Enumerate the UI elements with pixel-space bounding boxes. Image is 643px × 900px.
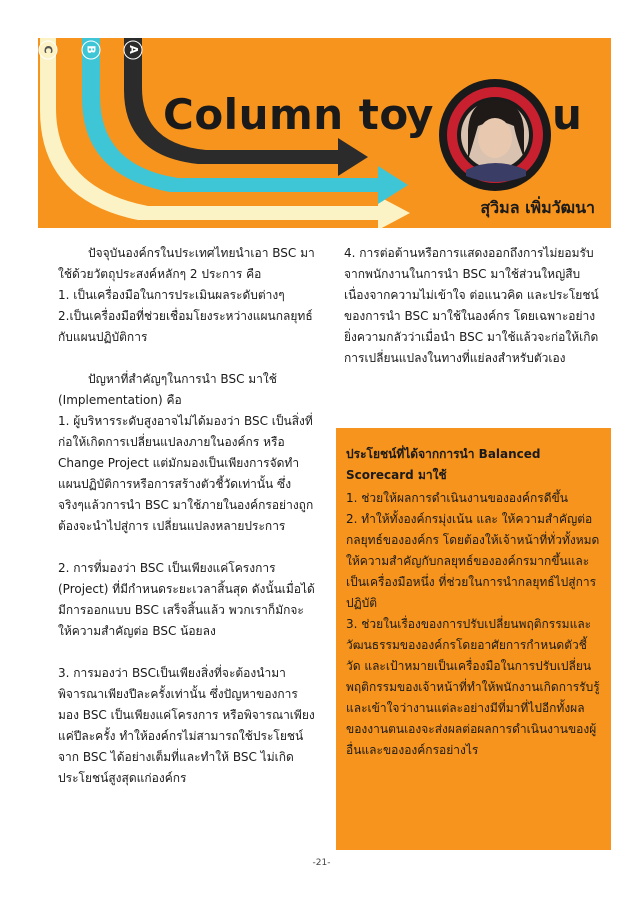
paragraph: 3. การมองว่า BSCเป็นเพียงสิ่งที่จะต้องนำมาพิจารณาเพียงปีละครั้งเท่านั้น ซึ่งปัญหาของการมอง BSC เป็นเพียงแค่โครงการ หรือพิจารณาเพียงแค่ปีละครั้ง ทำให้องค์กรไม่สามารถใช้ประโยชน์จาก BSC ได้อย่างเต็มที่และทำให้ BSC ไม่เกิดประโยชน์สูงสุดแก่องค์กร: [58, 666, 315, 785]
benefit-item: 3. ช่วยในเรื่องของการปรับเปลี่ยนพฤติกรรมและวัฒนธรรมขององค์กรโดยอาศัยการกำหนดตัวชี้วัด และเป้าหมายเป็นเครื่องมือในการปรับเปลี่ยน พฤติกรรมของเจ้าหน้าที่ทำให้พนักงานเกิดการรับรู้ และเข้าใจว่างานแต่ละอย่างมีที่มาที่ไปอีกทั้งผลของงานตนเองจะส่งผลต่อผลการดำเนินงานของผู้อื่นและขององค์กรอย่างไร: [346, 617, 600, 757]
page-number: -21-: [312, 858, 331, 868]
benefit-item: 1. ช่วยให้ผลการดำเนินงานขององค์กรดีขึ้น: [346, 491, 568, 505]
column-title: Column to: [163, 90, 409, 139]
benefit-item: 2. ทำให้ทั้งองค์กรมุ่งเน้น และ ให้ความสำคัญต่อกลยุทธ์ขององค์กร โดยต้องให้เจ้าหน้าที่ทั่วทั้งหมดให้ความสำคัญกับกลยุทธ์ขององค์กรมากขึ้นและเป็นเครื่องมือหนึ่ง ที่ช่วยในการนำกลยุทธ์ไปสู่การปฏิบัติ: [346, 512, 600, 610]
left-column: [58, 243, 316, 789]
header-banner: [38, 38, 611, 228]
right-column: [344, 243, 600, 369]
column-title-u: u: [552, 90, 582, 139]
paragraph: ปัจจุบันองค์กรในประเทศไทยนำเอา BSC มาใช้ด้วยวัตถุประสงค์หลักๆ 2 ประการ คือ: [58, 246, 315, 281]
benefits-title: ประโยชน์ที่ได้จากการนำ Balanced Scorecard มาใช้: [346, 447, 541, 482]
paragraph: 1. เป็นเครื่องมือในการประเมินผลระดับต่างๆ: [58, 288, 285, 302]
author-name: สุวิมล เพิ่มวัฒนา: [480, 198, 595, 217]
arrow-letter-b: B: [84, 45, 98, 54]
benefits-box: [336, 428, 611, 850]
column-title-y: y: [406, 90, 434, 139]
paragraph: ปัญหาที่สำคัญๆในการนำ BSC มาใช้ (Implementation) คือ: [58, 372, 277, 407]
paragraph: 2. การที่มองว่า BSC เป็นเพียงแค่โครงการ (Project) ที่มีกำหนดระยะเวลาสิ้นสุด ดังนั้นเมื่อได้มีการออกแบบ BSC เสร็จสิ้นแล้ว พวกเราก็มักจะให้ความสำคัญต่อ BSC น้อยลง: [58, 561, 315, 638]
author-portrait: [438, 78, 553, 193]
arrow-letter-c: C: [41, 45, 55, 54]
paragraph: 4. การต่อต้านหรือการแสดงออกถึงการไม่ยอมรับจากพนักงานในการนำ BSC มาใช้ส่วนใหญ่สืบเนื่องจากความไม่เข้าใจ ต่อแนวคิด และประโยชน์ของการนำ BSC มาใช้ในองค์กร โดยเฉพาะอย่างยิ่งความกลัวว่าเมื่อนำ BSC มาใช้แล้วจะก่อให้เกิดการเปลี่ยนแปลงในทางที่แย่ลงสำหรับตัวเอง: [344, 246, 599, 365]
arrow-letter-a: A: [126, 45, 140, 54]
paragraph: 1. ผู้บริหารระดับสูงอาจไม่ได้มองว่า BSC เป็นสิ่งที่ก่อให้เกิดการเปลี่ยนแปลงภายในองค์กร หรือ Change Project แต่มักมองเป็นเพียงการจัดทำแผนปฏิบัติการหรือการสร้างตัวชี้วัดเท่านั้น ซึ่งจริงๆแล้วการนำ BSC มาใช้ภายในองค์กรอย่างถูกต้องจะนำไปสู่การ เปลี่ยนแปลงหลายประการ: [58, 414, 314, 533]
paragraph: 2.เป็นเครื่องมือที่ช่วยเชื่อมโยงระหว่างแผนกลยุทธ์กับแผนปฏิบัติการ: [58, 309, 313, 344]
